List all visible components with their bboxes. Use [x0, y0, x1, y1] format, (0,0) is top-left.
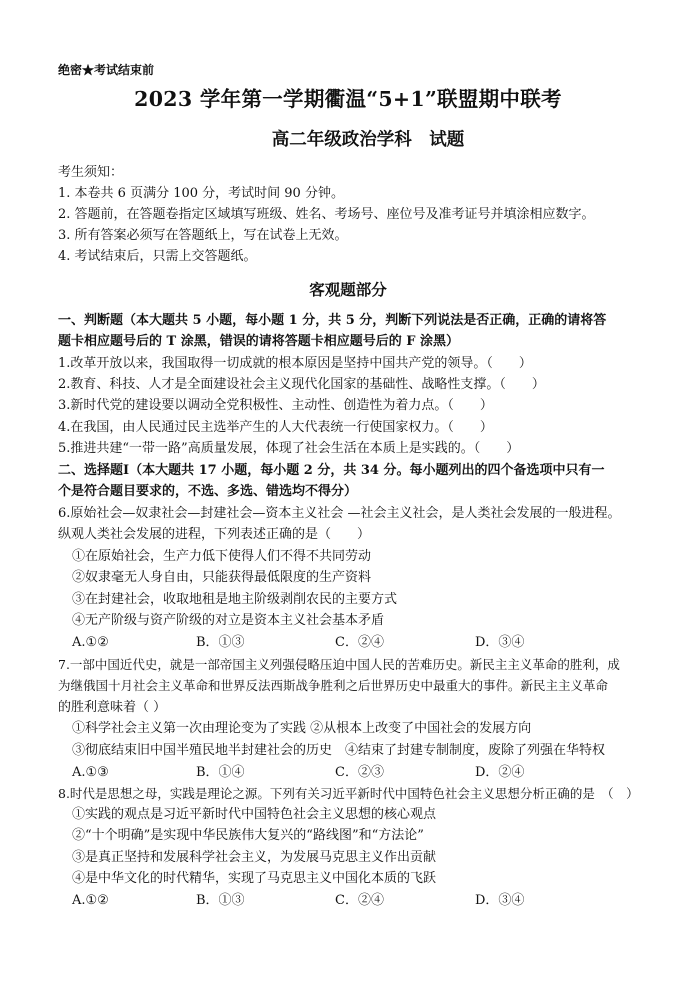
- q7-option-c: C．②③: [335, 765, 384, 780]
- judgement-item: 4.在我国，由人民通过民主选举产生的人大代表统一行使国家权力。（ ）: [58, 420, 493, 435]
- notice-item: 1. 本卷共 6 页满分 100 分，考试时间 90 分钟。: [58, 186, 344, 201]
- q7-statement: ①科学社会主义第一次由理论变为了实践 ②从根本上改变了中国社会的发展方向: [72, 721, 532, 736]
- q6-option-b: B．①③: [196, 635, 245, 650]
- q6-option-c: C．②④: [335, 635, 384, 650]
- notice-item: 2. 答题前，在答题卷指定区域填写班级、姓名、考场号、座位号及准考证号并填涂相应数字。: [58, 207, 595, 222]
- part1-heading: 一、判断题（本大题共 5 小题，每小题 1 分，共 5 分，判断下列说法是否正确，正确的请将答: [58, 313, 607, 328]
- q6-statement: ③在封建社会，收取地租是地主阶级剥削农民的主要方式: [72, 592, 398, 607]
- q8-option-c: C．②④: [335, 893, 384, 908]
- judgement-item: 5.推进共建“一带一路”高质量发展，体现了社会生活在本质上是实践的。（ ）: [58, 441, 520, 456]
- q8-statement: ①实践的观点是习近平新时代中国特色社会主义思想的核心观点: [72, 807, 437, 822]
- q7-stem-cont: 为继俄国十月社会主义革命和世界反法西斯战争胜利之后世界历史中最重大的事件。新民主主义革命: [58, 678, 609, 693]
- q8-option-d: D．③④: [475, 893, 525, 908]
- q8-statement: ③是真正坚持和发展科学社会主义，为发展马克思主义作出贡献: [72, 850, 437, 865]
- notice-item: 4. 考试结束后，只需上交答题纸。: [58, 249, 257, 264]
- q8-stem: 8.时代是思想之母，实践是理论之源。下列有关习近平新时代中国特色社会主义思想分析正确的是 （ ）: [58, 786, 639, 801]
- part2-heading: 二、选择题Ⅰ（本大题共 17 小题，每小题 2 分，共 34 分。每小题列出的四个备选项中只有一: [58, 463, 605, 478]
- judgement-item: 2.教育、科技、人才是全面建设社会主义现代化国家的基础性、战略性支撑。（ ）: [58, 377, 545, 392]
- notice-heading: 考生须知：: [58, 165, 124, 180]
- q7-option-b: B．①④: [196, 765, 245, 780]
- q6-statement: ②奴隶毫无人身自由，只能获得最低限度的生产资料: [72, 570, 372, 585]
- q8-option-b: B．①③: [196, 893, 245, 908]
- q6-option-d: D．③④: [475, 635, 525, 650]
- section-title: 客观题部分: [309, 280, 387, 299]
- confidential-label: 绝密★考试结束前: [58, 63, 155, 77]
- notice-item: 3. 所有答案必须写在答题纸上，写在试卷上无效。: [58, 228, 348, 243]
- q7-option-d: D．②④: [475, 765, 525, 780]
- q7-option-a: A.①③: [72, 765, 109, 780]
- q8-statement: ②“十个明确”是实现中华民族伟大复兴的“路线图”和“方法论”: [72, 828, 424, 843]
- q7-stem-end: 的胜利意味着（ ）: [58, 700, 167, 715]
- q6-statement: ①在原始社会，生产力低下使得人们不得不共同劳动: [72, 549, 372, 564]
- part2-heading-cont: 个是符合题目要求的，不选、多选、错选均不得分）: [58, 484, 358, 499]
- q8-statement: ④是中华文化的时代精华，实现了马克思主义中国化本质的飞跃: [72, 871, 437, 886]
- q6-statement: ④无产阶级与资产阶级的对立是资本主义社会基本矛盾: [72, 613, 385, 628]
- exam-title: 2023 学年第一学期衢温“5+1”联盟期中联考: [134, 87, 562, 111]
- q7-statement: ③彻底结束旧中国半殖民地半封建社会的历史 ④结束了封建专制制度，废除了列强在华特权: [72, 743, 606, 758]
- q7-stem: 7.一部中国近代史，就是一部帝国主义列强侵略压迫中国人民的苦难历史。新民主主义革命的胜利，成: [58, 657, 620, 672]
- q6-stem: 6.原始社会—奴隶社会—封建社会—资本主义社会 —社会主义社会，是人类社会发展的一般进程。: [58, 506, 621, 521]
- q6-option-a: A.①②: [72, 635, 109, 650]
- q6-stem-cont: 纵观人类社会发展的进程，下列表述正确的是（ ）: [58, 527, 371, 542]
- judgement-item: 1.改革开放以来，我国取得一切成就的根本原因是坚持中国共产党的领导。（ ）: [58, 356, 532, 371]
- judgement-item: 3.新时代党的建设要以调动全党积极性、主动性、创造性为着力点。（ ）: [58, 398, 493, 413]
- part1-heading-cont: 题卡相应题号后的 T 涂黑，错误的请将答题卡相应题号后的 F 涂黑）: [58, 334, 460, 349]
- q8-option-a: A.①②: [72, 893, 109, 908]
- exam-subtitle: 高二年级政治学科 试题: [271, 130, 465, 150]
